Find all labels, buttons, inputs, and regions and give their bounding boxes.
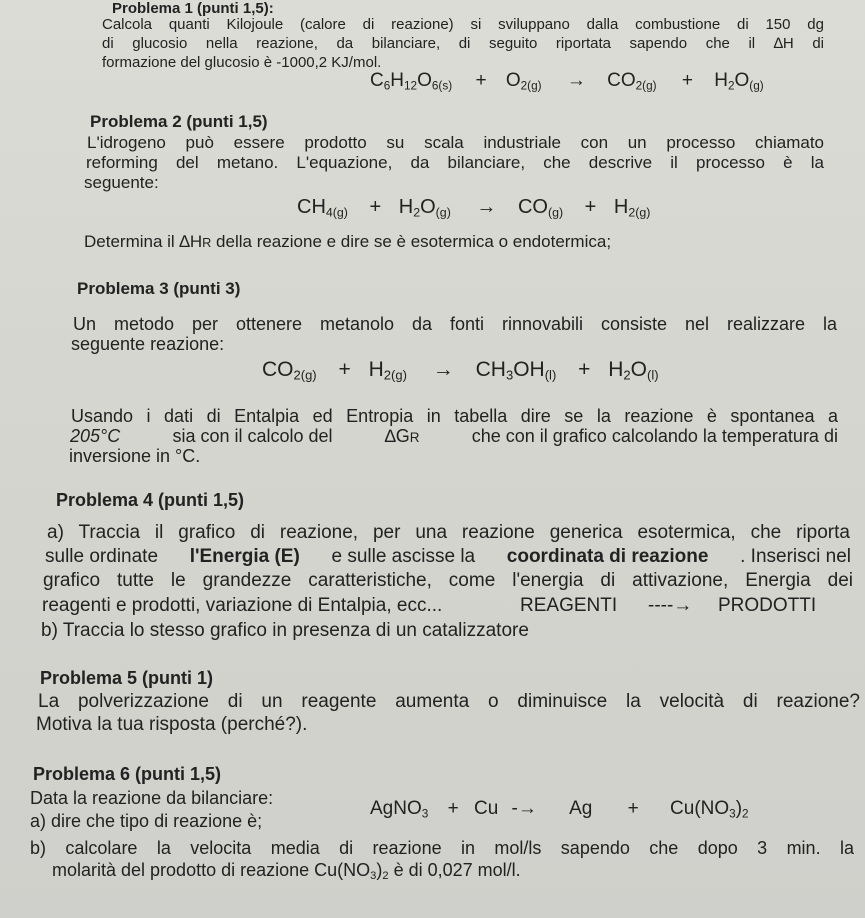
problem-6-text-line-1: Data la reazione da bilanciare: bbox=[30, 788, 274, 808]
problem-3-text-line-5: inversione in °C. bbox=[69, 446, 201, 466]
problem-4-text-line-5: b) Traccia lo stesso grafico in presenza di un catalizzatore bbox=[41, 620, 529, 641]
problem-6-text-line-3: b) calcolare la velocita media di reazione in mol/ls sapendo che dopo 3 min. la bbox=[30, 838, 854, 858]
problem-6-equation: AgNO$_3$ + $Cu -\to Ag + Cu(NO_3)_2$ bbox=[370, 798, 749, 821]
problem-6-title: Problema 6 (punti 1,5) bbox=[33, 764, 222, 784]
reaction-arrow: → bbox=[432, 358, 454, 381]
problem-3-text-line-1: Un metodo per ottenere metanolo da fonti rinnovabili consiste nel realizzare la bbox=[73, 314, 837, 334]
problem-4-text-line-4: reagenti e prodotti, variazione di Entalpia, ecc... REAGENTI ----→ PRODOTTI bbox=[42, 595, 817, 616]
problem-3-text-line-4: 205°C sia con il calcolo del ∆GR che con il grafico calcolando la temperatura di bbox=[70, 426, 838, 446]
problem-5-text-line-1: La polverizzazione di un reagente aumenta o diminuisce la velocità di reazione? bbox=[38, 691, 860, 712]
reaction-arrow: → bbox=[476, 196, 497, 218]
reaction-arrow: -→ bbox=[511, 798, 537, 819]
problem-3-text-line-2: seguente reazione: bbox=[71, 334, 225, 354]
problem-3-text-line-3: Usando i dati di Entalpia ed Entropia in tabella dire se la reazione è spontanea a bbox=[71, 406, 838, 426]
problem-1-text-line-3: formazione del glucosio è -1000,2 KJ/mol. bbox=[102, 54, 382, 71]
problem-2-text-line-4: Determina il ∆HR della reazione e dire se è esotermica o endotermica; bbox=[84, 232, 612, 251]
problem-6-text-line-2: a) dire che tipo di reazione è; bbox=[30, 811, 263, 831]
problem-2-title: Problema 2 (punti 1,5) bbox=[90, 112, 268, 131]
problem-3-equation: $CO_{2(g)} + H_{2(g)} \to CH_3OH_{(l)} + H_2O_{(l)}$ bbox=[262, 358, 659, 383]
problem-4-text-line-3: grafico tutte le grandezze caratteristiche, come l'energia di attivazione, Energia dei bbox=[43, 570, 853, 591]
problem-2-text-line-1: L'idrogeno può essere prodotto su scala industriale con un processo chiamato bbox=[87, 133, 824, 152]
problem-2-text-line-3: seguente: bbox=[84, 173, 159, 192]
problem-3-title: Problema 3 (punti 3) bbox=[77, 279, 241, 298]
right-arrow-icon: ----→ bbox=[648, 595, 693, 616]
problem-5-title: Problema 5 (punti 1) bbox=[40, 668, 214, 688]
problem-6-text-line-4: molarità del prodotto di reazione $Cu(NO_3)_2$ è di 0,027 mol/l. bbox=[52, 860, 521, 883]
problem-1-title: Problema 1 (punti 1,5): bbox=[112, 0, 274, 17]
problem-1-equation: $C_6H_{12}O_{6(s)} + O_{2(g)} \to CO_{2(g)} + H_2O_{(g)}$ bbox=[370, 70, 764, 93]
problem-2-equation: $CH_{4(g)} + H_2O_{(g)} \to CO_{(g)} + H_{2(g)}$ bbox=[297, 196, 651, 220]
reaction-arrow: → bbox=[566, 70, 586, 91]
problem-1-text-line-2: di glucosio nella reazione, da bilanciare, di seguito riportata sapendo che il ∆H di bbox=[102, 35, 824, 52]
problem-2-text-line-2: reforming del metano. L'equazione, da bilanciare, che descrive il processo è la bbox=[86, 153, 824, 172]
problem-5-text-line-2: Motiva la tua risposta (perché?). bbox=[36, 714, 308, 735]
problem-1-text-line-1: Calcola quanti Kilojoule (calore di reazione) si sviluppano dalla combustione di 150 dg bbox=[102, 16, 824, 33]
problem-4-text-line-2: sulle ordinate l'Energia (E) e sulle ascisse la coordinata di reazione . Inserisci nel bbox=[45, 546, 851, 567]
problem-4-title: Problema 4 (punti 1,5) bbox=[56, 490, 245, 510]
problem-4-text-line-1: a) Traccia il grafico di reazione, per una reazione generica esotermica, che riporta bbox=[47, 522, 850, 543]
